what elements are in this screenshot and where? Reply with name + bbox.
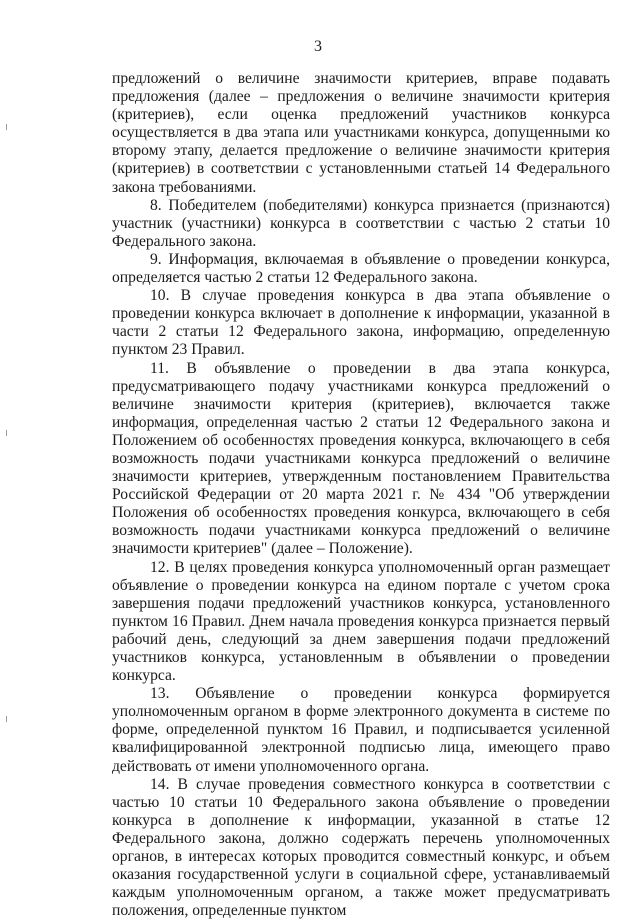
- document-body: [112, 70, 610, 920]
- paragraph-continuation: предложений о величине значимости критериев, вправе подавать предложения (далее – предложения о величине значимости критерия (критериев), если оценка предложений участников конкурса осуществляется в два этапа или участниками конкурса, допущенными ко второму этапу, делается предложение о величине значимости критерия (критериев) в соответствии с установленными статьей 14 Федерального закона требованиями.: [112, 70, 610, 196]
- paragraph-9: 9. Информация, включаемая в объявление о проведении конкурса, определяется частью 2 статьи 12 Федерального закона.: [112, 250, 610, 287]
- paragraph-14: 14. В случае проведения совместного конкурса в соответствии с частью 10 статьи 10 Федерального закона объявление о проведении конкурса в дополнение к информации, указанной в статье 12 Федерального закона, должно содержать перечень уполномоченных органов, в интересах которых проводится совместный конкурс, и объем оказания государственной услуги в социальной сфере, устанавливаемый каждым уполномоченным органом, а также может предусматривать положения, определенные пунктом: [112, 775, 610, 920]
- page-number: 3: [314, 38, 322, 55]
- paragraph-13: 13. Объявление о проведении конкурса формируется уполномоченным органом в форме электронного документа в системе по форме, определенной пунктом 16 Правил, и подписывается усиленной квалифицированной электронной подписью лица, имеющего право действовать от имени уполномоченного органа.: [112, 685, 610, 775]
- margin-mark: [6, 430, 7, 436]
- paragraph-12: 12. В целях проведения конкурса уполномоченный орган размещает объявление о проведении конкурса на едином портале с учетом срока завершения подачи предложений участников конкурса, установленного пунктом 16 Правил. Днем начала проведения конкурса признается первый рабочий день, следующий за днем завершения подачи предложений участников конкурса, установленным в объявлении о проведении конкурса.: [112, 558, 610, 685]
- paragraph-8: 8. Победителем (победителями) конкурса признается (признаются) участник (участники) конкурса в соответствии с частью 2 статьи 10 Федерального закона.: [112, 196, 610, 250]
- paragraph-10: 10. В случае проведения конкурса в два этапа объявление о проведении конкурса включает в дополнение к информации, указанной в части 2 статьи 12 Федерального закона, информацию, определенную пунктом 23 Правил.: [112, 287, 610, 359]
- paragraph-11: 11. В объявление о проведении в два этапа конкурса, предусматривающего подачу участниками конкурса предложений о величине значимости критерия (критериев), включается также информация, определенная частью 2 статьи 12 Федерального закона и Положением об особенностях проведения конкурса, включающего в себя возможность подачи участниками конкурса предложений о величине значимости критериев, утвержденным постановлением Правительства Российской Федерации от 20 марта 2021 г. № 434 "Об утверждении Положения об особенностях проведения конкурса, включающего в себя возможность подачи участниками конкурса предложений о величине значимости критериев" (далее – Положение).: [112, 359, 610, 558]
- margin-mark: [6, 124, 7, 130]
- margin-mark: [6, 716, 7, 722]
